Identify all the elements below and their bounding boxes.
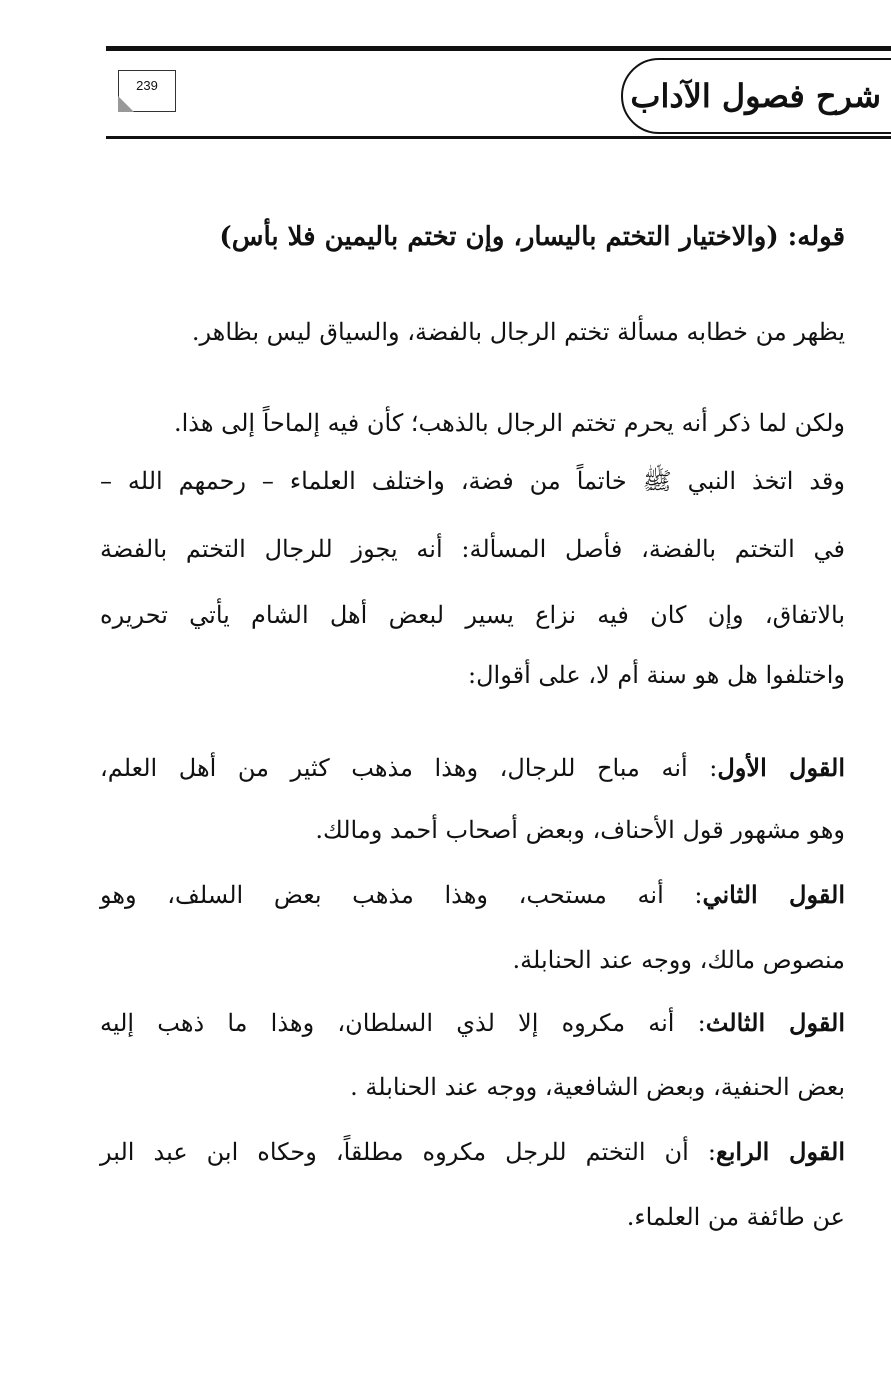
opinion-label: القول الثالث [705,1008,845,1037]
opinion-label: القول الثاني [702,880,846,909]
header-bottom-rule [106,136,891,139]
paragraph-line: وقد اتخذ النبي ﷺ خاتماً من فضة، واختلف العلماء – رحمهم الله – [100,467,845,495]
paragraph-line: في التختم بالفضة، فأصل المسألة: أنه يجوز للرجال التختم بالفضة [100,535,845,563]
section-heading: قوله: (والاختيار التختم باليسار، وإن تختم باليمين فلا بأس) [219,222,845,252]
paragraph-line: بعض الحنفية، وبعض الشافعية، ووجه عند الحنابلة . [350,1073,845,1101]
opinion-line [100,1137,845,1167]
opinion-line [100,880,845,910]
paragraph-line: منصوص مالك، ووجه عند الحنابلة. [512,946,845,974]
header-title-box [621,58,891,134]
opinion-text: : أنه مستحب، وهذا مذهب بعض السلف، وهو [100,881,703,909]
opinion-text: : أنه مكروه إلا لذي السلطان، وهذا ما ذهب إليه [100,1009,706,1037]
paragraph-line: عن طائفة من العلماء. [626,1203,845,1231]
opinion-text: : أن التختم للرجل مكروه مطلقاً، وحكاه ابن عبد البر [100,1138,716,1166]
paragraph-line: بالاتفاق، وإن كان فيه نزاع يسير لبعض أهل الشام يأتي تحريره [100,601,845,629]
opinion-line [100,753,845,783]
opinion-label: القول الرابع [715,1137,845,1166]
opinion-text: : أنه مباح للرجال، وهذا مذهب كثير من أهل العلم، [100,754,718,782]
paragraph-line: ولكن لما ذكر أنه يحرم تختم الرجال بالذهب؛ كأن فيه إلماحاً إلى هذا. [173,409,845,437]
header-top-rule [106,46,891,51]
opinion-label: القول الأول [717,753,845,782]
page-curl-icon [118,96,134,112]
paragraph-line: واختلفوا هل هو سنة أم لا، على أقوال: [468,661,845,689]
page-number: 239 [136,78,158,93]
book-title: شرح فصول الآداب [630,77,881,115]
paragraph-line: يظهر من خطابه مسألة تختم الرجال بالفضة، والسياق ليس بظاهر. [191,318,845,346]
paragraph-line: وهو مشهور قول الأحناف، وبعض أصحاب أحمد ومالك. [315,816,845,844]
opinion-line [100,1008,845,1038]
